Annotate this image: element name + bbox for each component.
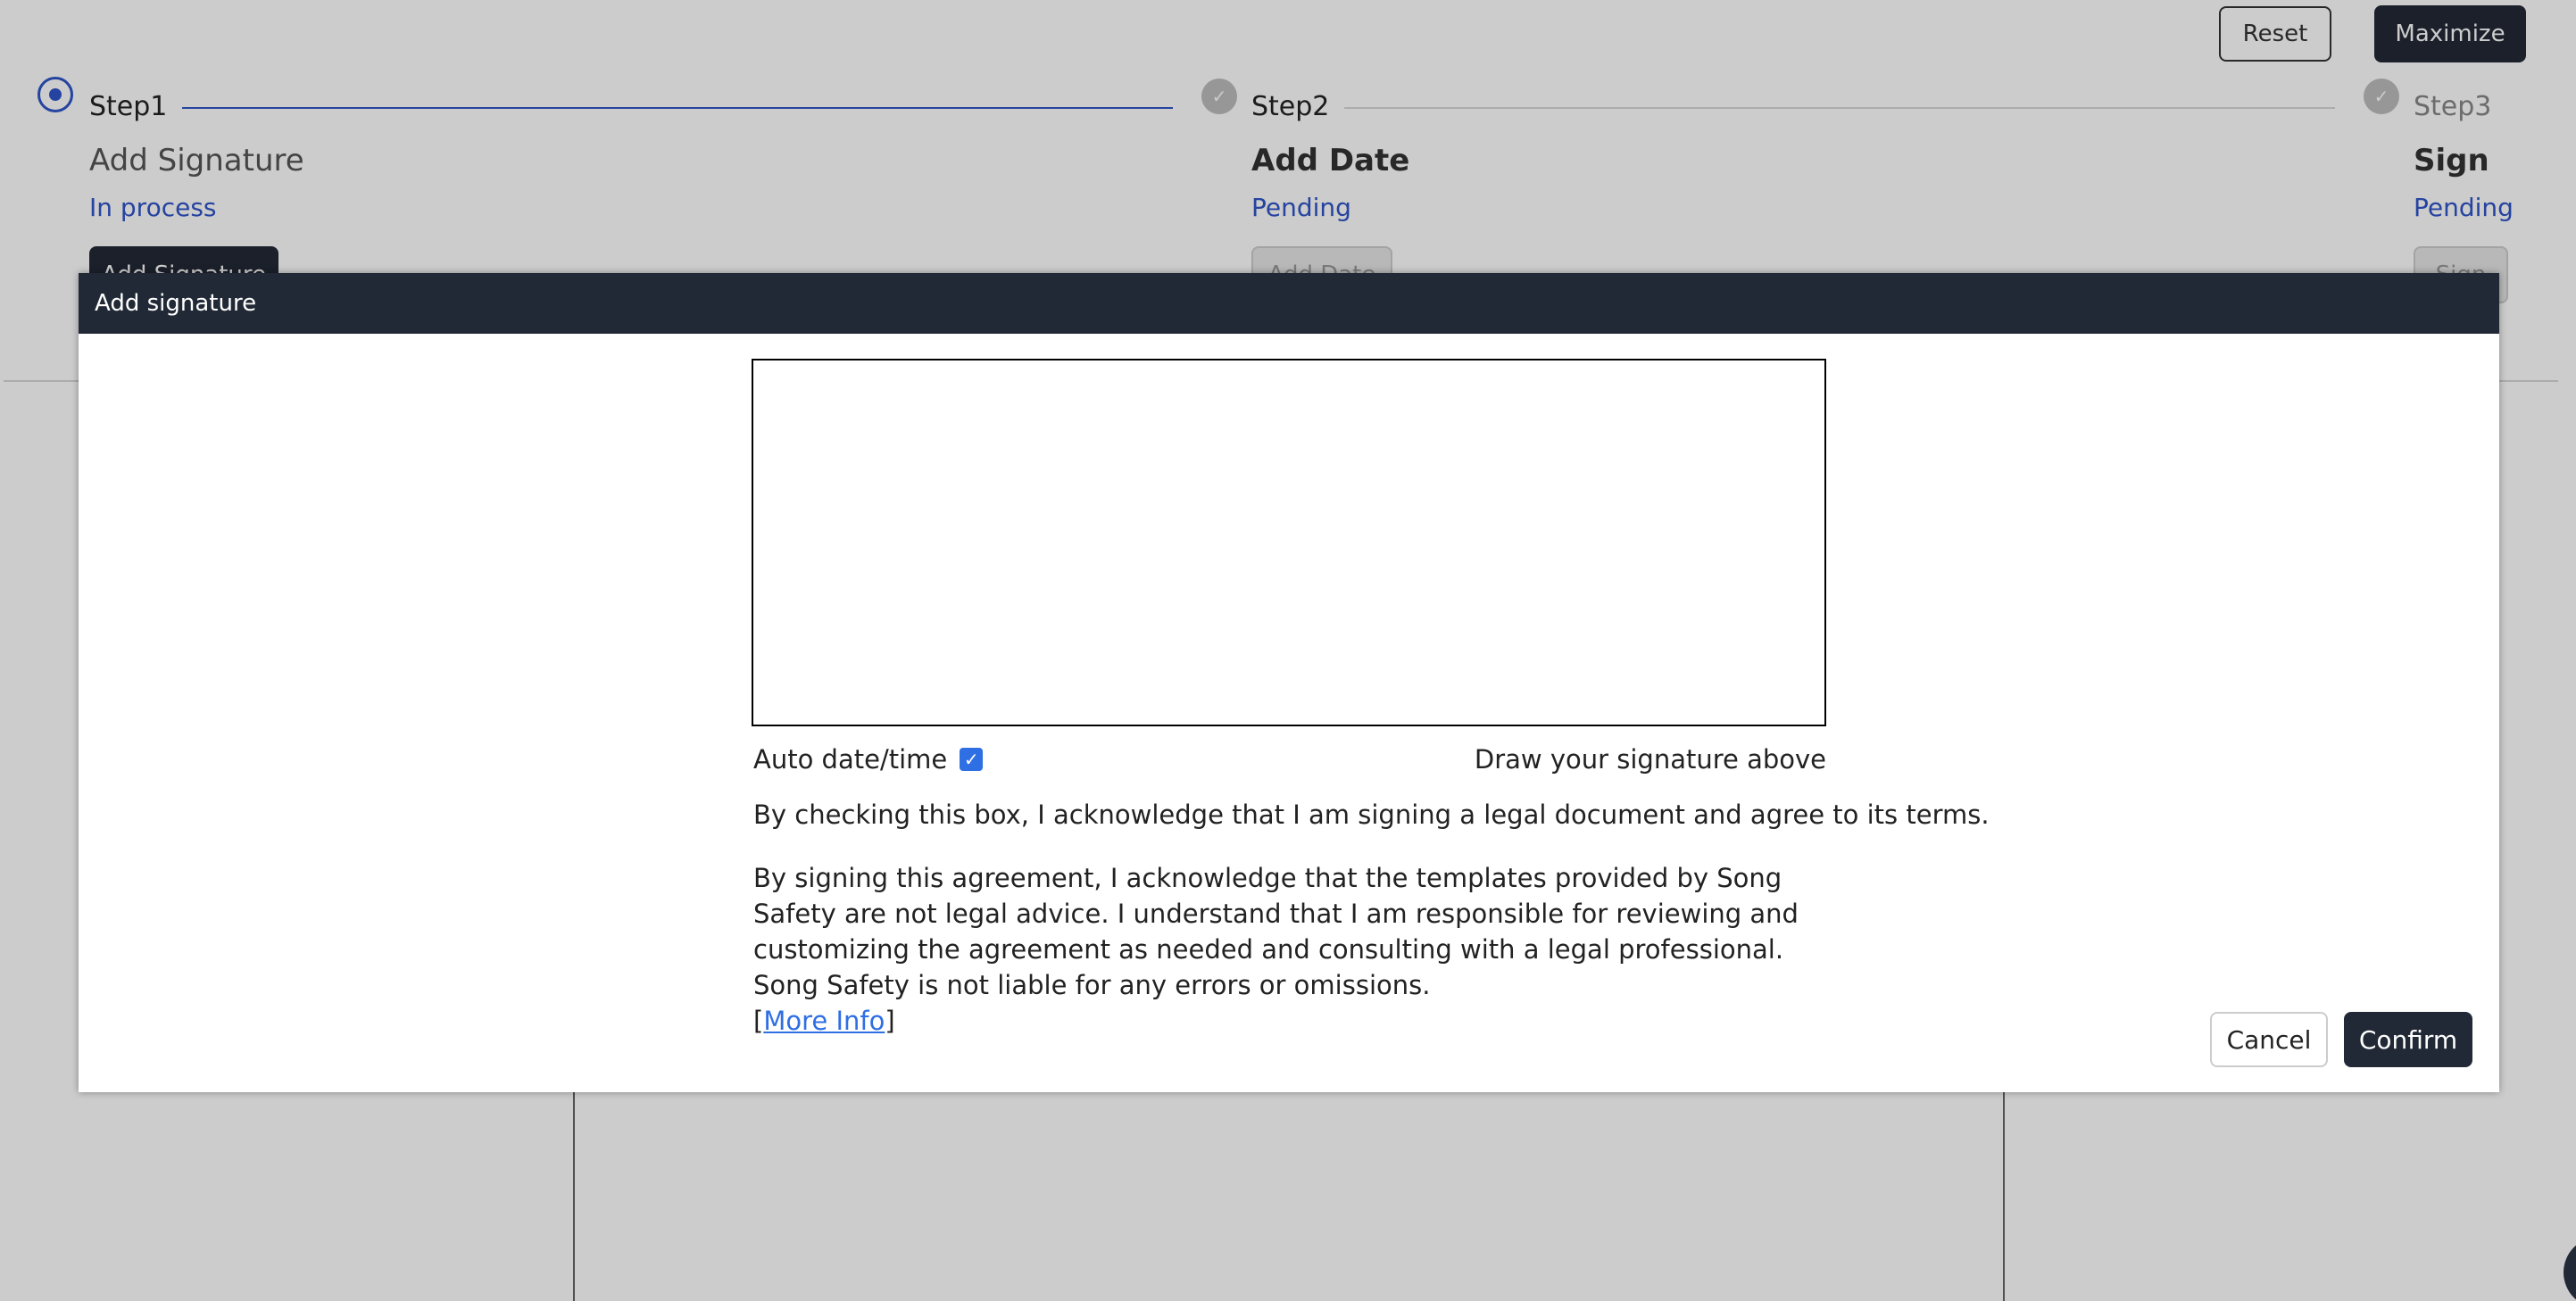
modal-title: Add signature (79, 273, 2499, 334)
acknowledge-text: By checking this box, I acknowledge that I am signing a legal document and agree to its terms. (753, 800, 1990, 830)
cancel-button[interactable]: Cancel (2210, 1012, 2328, 1067)
add-signature-modal (79, 273, 2499, 1092)
auto-datetime-checkbox[interactable]: ✓ (960, 748, 983, 771)
step2-title: Add Date (1251, 143, 1410, 178)
signature-canvas[interactable] (752, 359, 1826, 726)
more-info-open-bracket: [ (753, 1006, 764, 1036)
legal-disclaimer (753, 860, 1842, 1039)
more-info-close-bracket: ] (885, 1006, 895, 1036)
check-icon: ✓ (2364, 79, 2399, 114)
step3-status: Pending (2414, 193, 2514, 222)
check-icon: ✓ (1201, 79, 1237, 114)
maximize-button[interactable]: Maximize (2374, 5, 2526, 62)
draw-signature-hint: Draw your signature above (1474, 744, 1826, 775)
reset-button[interactable]: Reset (2219, 6, 2331, 62)
auto-datetime-row (753, 744, 983, 775)
auto-datetime-label: Auto date/time (753, 744, 948, 775)
step3-label: Step3 (2414, 91, 2492, 122)
step2-label: Step2 (1251, 91, 1330, 122)
step2-status: Pending (1251, 193, 1351, 222)
step3-title: Sign (2414, 143, 2489, 178)
step1-status: In process (89, 193, 217, 222)
legal-disclaimer-text: By signing this agreement, I acknowledge that the templates provided by Song Safety are not legal advice. I understand that I am responsible for reviewing and customizing the agreement as needed and consulting with a legal professional. Song Safety is not liable for any errors or omissions. (753, 863, 1799, 1000)
step1-label: Step1 (89, 91, 168, 122)
step1-title: Add Signature (89, 143, 304, 178)
more-info-link[interactable]: More Info (763, 1006, 885, 1036)
confirm-button[interactable]: Confirm (2344, 1012, 2472, 1067)
